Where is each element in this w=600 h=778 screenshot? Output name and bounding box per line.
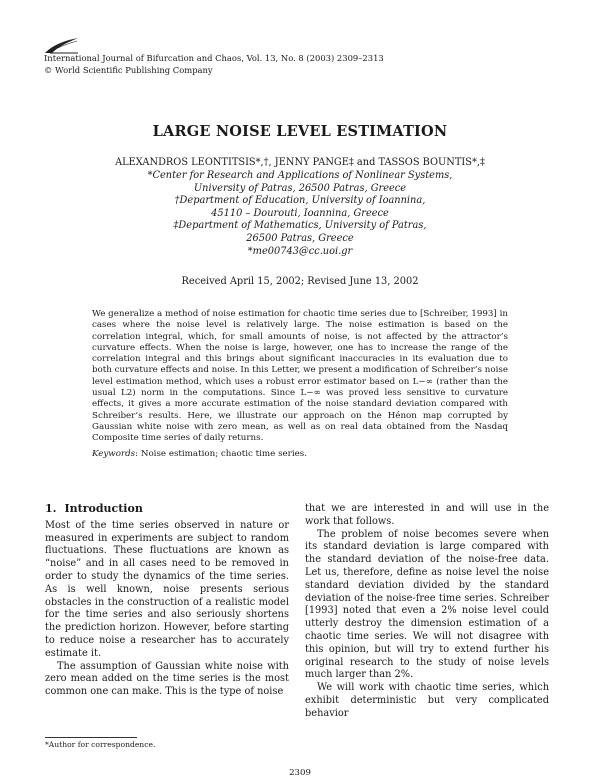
footnote: *Author for correspondence.	[45, 740, 156, 749]
affiliation-line: 45110 – Dourouti, Ioannina, Greece	[211, 207, 389, 219]
page-number: 2309	[289, 768, 311, 778]
section-heading	[45, 503, 289, 516]
affiliation-line: *Center for Research and Applications of Nonlinear Systems,	[147, 170, 453, 181]
left-column	[45, 503, 289, 699]
affiliations	[0, 170, 600, 258]
right-column	[305, 503, 549, 721]
author-email: *me00743@cc.uoi.gr	[247, 245, 353, 257]
paragraph: that we are interested in and will use in the work that follows.	[305, 503, 549, 527]
affiliation-line: †Department of Education, University of Ioannina,	[174, 195, 426, 207]
paragraph: Most of the time series observed in nature or measured in experiments are subject to random fluctuations. These fluctuations are known as “noise” and in all cases need to be removed in order to study the dynamics of the time series. As is well known, noise presents serious obstacles in the construction of a realistic model for the time series and also seriously shortens the prediction horizon. However, before starting to reduce noise a researcher has to accurately estimate it.	[45, 519, 289, 659]
section-title: Introduction	[64, 502, 143, 515]
paragraph: The assumption of Gaussian white noise with zero mean added on the time series is the most common one can make. This is the type of noise	[45, 660, 289, 698]
author-list: ALEXANDROS LEONTITSIS*,†, JENNY PANGE‡ and TASSOS BOUNTIS*,‡	[115, 157, 485, 168]
keywords-label: Keywords	[92, 449, 136, 459]
paragraph: The problem of noise becomes severe when its standard deviation is large compared with the standard deviation of the noise-free data. Let us, therefore, define as noise level the noise standard deviation divided by the standard deviation of the noise-free time series. Schreiber [1993] noted that even a 2% noise level could utterly destroy the dimension estimation of a chaotic time series. We will not disagree with this opinion, but will try to extend further his original research to the study of noise levels much larger than 2%.	[305, 528, 549, 681]
journal-line: International Journal of Bifurcation and Chaos, Vol. 13, No. 8 (2003) 2309–2313	[44, 53, 384, 63]
copyright-line: © World Scientific Publishing Company	[44, 65, 213, 75]
paper-title: LARGE NOISE LEVEL ESTIMATION	[152, 123, 448, 140]
affiliation-line: University of Patras, 26500 Patras, Greece	[193, 182, 407, 194]
keywords	[92, 449, 508, 459]
paragraph: We will work with chaotic time series, which exhibit deterministic but very complicated behavior	[305, 682, 549, 719]
journal-header	[44, 52, 384, 76]
affiliation-line: ‡Department of Mathematics, University of Patras,	[173, 220, 427, 232]
section-number: 1.	[45, 502, 57, 515]
footnote-rule	[45, 737, 137, 738]
abstract: We generalize a method of noise estimation for chaotic time series due to [Schreiber, 1993] in cases where the noise level is relatively large. The noise estimation is based on the correlation integral, which, for small amounts of noise, is not affected by the attractor’s curvature effects. When the noise is large, however, one has to increase the range of the correlation integral and this brings about significant inaccuracies in its evaluation due to both curvature effects and noise. In this Letter, we present a modification of Schreiber’s noise level estimation method, which uses a robust error estimator based on L−∞ (rather than the usual L2) norm in the computations. Since L−∞ was proved less sensitive to curvature effects, it gives a more accurate estimation of the noise standard deviation compared with Schreiber’s results. Here, we illustrate our approach on the Hénon map corrupted by Gaussian white noise with zero mean, as well as on real data obtained from the Nasdaq Composite time series of daily returns.	[92, 309, 508, 444]
received-dates: Received April 15, 2002; Revised June 13, 2002	[181, 276, 419, 287]
affiliation-line: 26500 Patras, Greece	[246, 232, 354, 244]
keywords-text: : Noise estimation; chaotic time series.	[135, 449, 307, 459]
